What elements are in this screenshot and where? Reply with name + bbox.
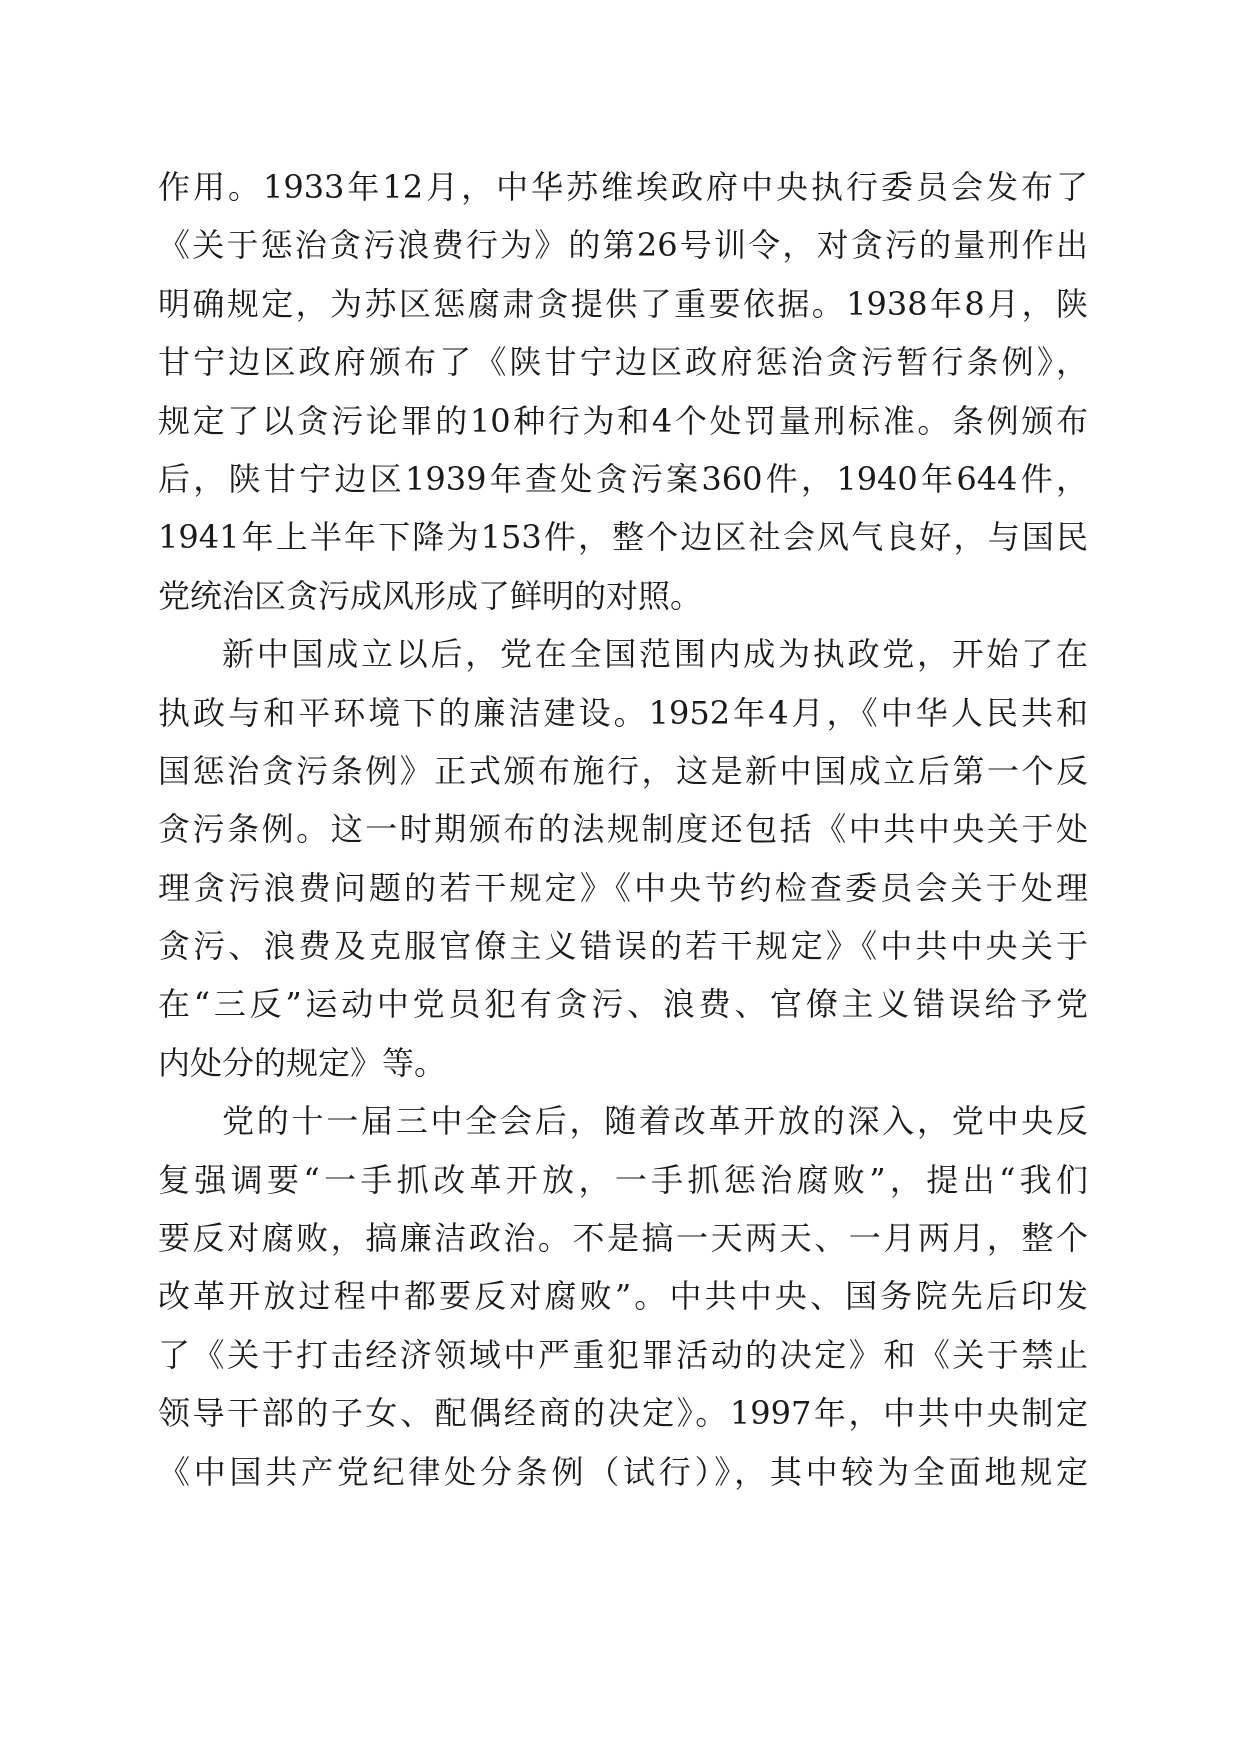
paragraph-1-line: 《关于惩治贪污浪费行为》的第26号训令，对贪污的量刑作出 bbox=[158, 226, 1088, 265]
paragraph-3-line: 党的十一届三中全会后，随着改革开放的深入，党中央反 bbox=[222, 1102, 1088, 1141]
paragraph-2-line: 新中国成立以后，党在全国范围内成为执政党，开始了在 bbox=[222, 635, 1088, 674]
paragraph-1-line: 1941年上半年下降为153件，整个边区社会风气良好，与国民 bbox=[158, 518, 1088, 557]
paragraph-2-line: 内处分的规定》等。 bbox=[158, 1043, 447, 1082]
paragraph-3-line: 领导干部的子女、配偶经商的决定》。1997年，中共中央制定 bbox=[158, 1394, 1088, 1433]
paragraph-1-line: 作用。1933年12月，中华苏维埃政府中央执行委员会发布了 bbox=[158, 168, 1088, 206]
paragraph-2-line: 理贪污浪费问题的若干规定》《中央节约检查委员会关于处理 bbox=[158, 868, 1088, 907]
paragraph-1-line: 规定了以贪污论罪的10种行为和4个处罚量刑标准。条例颁布 bbox=[158, 401, 1088, 440]
paragraph-3-line: 改革开放过程中都要反对腐败”。中共中央、国务院先后印发 bbox=[158, 1277, 1088, 1316]
paragraph-3-line: 复强调要“一手抓改革开放，一手抓惩治腐败”，提出“我们 bbox=[158, 1160, 1088, 1199]
paragraph-2-line: 国惩治贪污条例》正式颁布施行，这是新中国成立后第一个反 bbox=[158, 751, 1088, 790]
paragraph-1-line: 甘宁边区政府颁布了《陕甘宁边区政府惩治贪污暂行条例》， bbox=[158, 343, 1088, 382]
paragraph-3-line: 了《关于打击经济领域中严重犯罪活动的决定》和《关于禁止 bbox=[158, 1335, 1088, 1374]
paragraph-1-line: 明确规定，为苏区惩腐肃贪提供了重要依据。1938年8月，陕 bbox=[158, 284, 1088, 323]
paragraph-3-line: 《中国共产党纪律处分条例（试行）》，其中较为全面地规定 bbox=[158, 1452, 1088, 1491]
paragraph-1-line: 后，陕甘宁边区1939年查处贪污案360件，1940年644件， bbox=[158, 459, 1088, 498]
paragraph-2-line: 执政与和平环境下的廉洁建设。1952年4月，《中华人民共和 bbox=[158, 693, 1088, 732]
paragraph-1-line: 党统治区贪污成风形成了鲜明的对照。 bbox=[158, 576, 703, 615]
body-text bbox=[158, 158, 1088, 1501]
paragraph-2-line: 贪污条例。这一时期颁布的法规制度还包括《中共中央关于处 bbox=[158, 810, 1088, 849]
paragraph-2-line: 贪污、浪费及克服官僚主义错误的若干规定》《中共中央关于 bbox=[158, 927, 1088, 966]
paragraph-3-line: 要反对腐败，搞廉洁政治。不是搞一天两天、一月两月，整个 bbox=[158, 1219, 1088, 1258]
paragraph-2-line: 在“三反”运动中党员犯有贪污、浪费、官僚主义错误给予党 bbox=[158, 985, 1088, 1024]
